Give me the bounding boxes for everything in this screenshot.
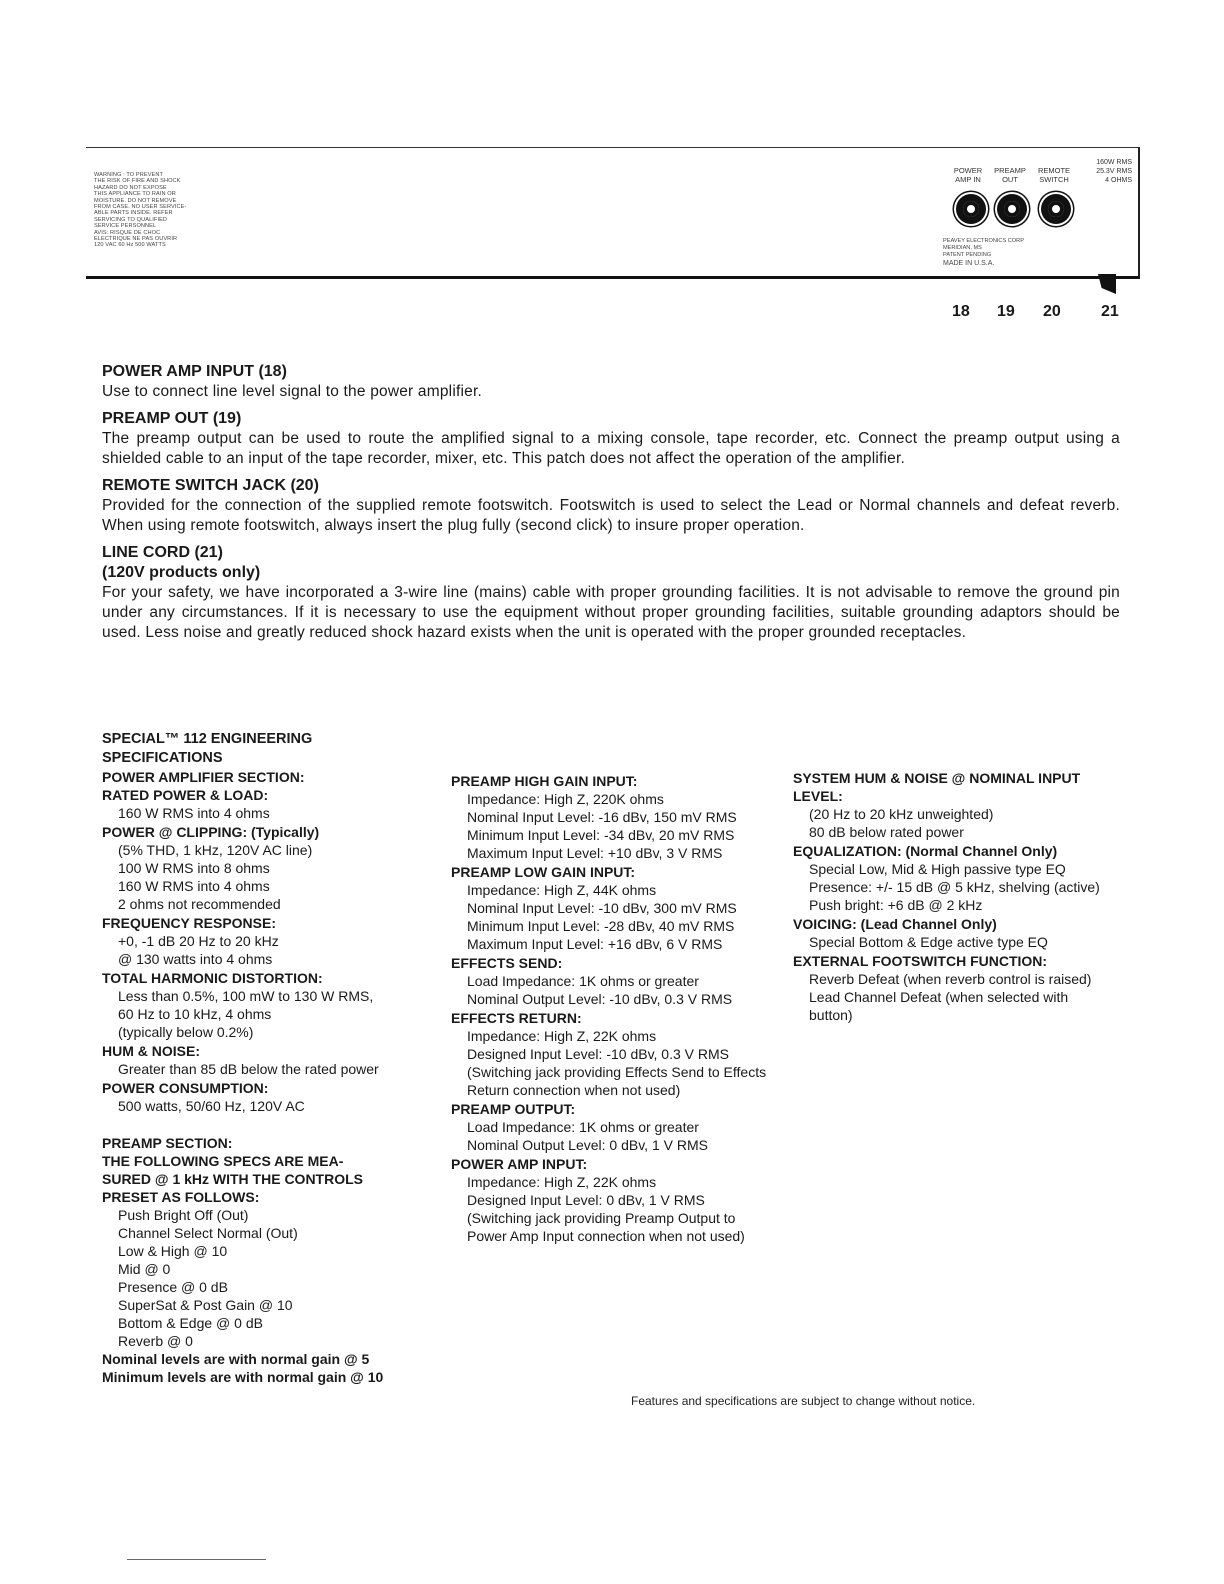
- jack-descriptions: [102, 362, 1120, 650]
- spec-group: POWER AMP INPUT: Impedance: High Z, 22K ohms Designed Input Level: 0 dBv, 1 V RMS (Switching jack providing Preamp Output to Power Amp Input connection when not used): [451, 1156, 745, 1244]
- preamp-section-heading: PREAMP SECTION:: [102, 1135, 233, 1151]
- section-heading: LINE CORD (21): [102, 544, 223, 561]
- change-notice: Features and specifications are subject to change without notice.: [631, 1394, 976, 1408]
- preset-item: Mid @ 0: [118, 1261, 171, 1277]
- remote-switch-label: REMOTE SWITCH: [1037, 166, 1071, 184]
- spec-group: POWER @ CLIPPING: (Typically) (5% THD, 1 kHz, 120V AC line) 100 W RMS into 8 ohms 160 W RMS into 4 ohms 2 ohms not recommended: [102, 824, 320, 912]
- spec-group: VOICING: (Lead Channel Only) Special Bottom & Edge active type EQ: [793, 916, 1048, 950]
- section-text: For your safety, we have incorporated a 3-wire line (mains) cable with proper grounding facilities. It is not advisable to remove the ground pin under any circumstances. If it is necessary to use the equipment without proper grounding facilities, suitable grounding adaptors should be used. Less noise and greatly reduced shock hazard exists when the unit is operated with the proper grounded receptacles.: [102, 584, 1120, 641]
- callout-18: 18: [952, 303, 970, 320]
- specs-column-1: [102, 730, 432, 1386]
- preset-item: Bottom & Edge @ 0 dB: [118, 1315, 263, 1331]
- spec-group: FREQUENCY RESPONSE: +0, -1 dB 20 Hz to 20 kHz @ 130 watts into 4 ohms: [102, 915, 279, 967]
- section-text: The preamp output can be used to route the amplified signal to a mixing console, tape recorder, etc. Connect the preamp output using a shielded cable to an input of the tape recorder, mixer, etc. This patch does not affect the operation of the amplifier.: [102, 430, 1120, 467]
- preset-item: Push Bright Off (Out): [118, 1207, 249, 1223]
- manufacturer-label: PEAVEY ELECTRONICS CORP MERIDIAN, MS PATENT PENDING MADE IN U.S.A.: [943, 238, 1024, 267]
- section-heading: REMOTE SWITCH JACK (20): [102, 477, 319, 494]
- spec-group: PREAMP LOW GAIN INPUT: Impedance: High Z, 44K ohms Nominal Input Level: -10 dBv, 300 mV RMS Minimum Input Level: -28 dBv, 40 mV RMS Maximum Input Level: +16 dBv, 6 V RMS: [451, 864, 737, 952]
- preset-item: Low & High @ 10: [118, 1243, 228, 1259]
- specs-column-2: [451, 772, 771, 1246]
- spec-group: EXTERNAL FOOTSWITCH FUNCTION: Reverb Defeat (when reverb control is raised) Lead Channel Defeat (when selected with button): [793, 953, 1092, 1023]
- power-amp-in-jack: [956, 194, 986, 224]
- preset-heading: THE FOLLOWING SPECS ARE MEA-: [102, 1153, 344, 1169]
- specs-column-3: [793, 769, 1115, 1025]
- preset-heading: SURED @ 1 kHz WITH THE CONTROLS: [102, 1171, 363, 1187]
- spec-group: EQUALIZATION: (Normal Channel Only) Special Low, Mid & High passive type EQ Presence: +/- 15 dB @ 5 kHz, shelving (active) Push bright: +6 dB @ 2 kHz: [793, 843, 1100, 913]
- section-heading: PREAMP OUT (19): [102, 410, 242, 427]
- section-text: Use to connect line level signal to the power amplifier.: [102, 383, 482, 400]
- preset-heading: PRESET AS FOLLOWS:: [102, 1189, 260, 1205]
- preset-item: SuperSat & Post Gain @ 10: [118, 1297, 293, 1313]
- preamp-out-label: PREAMP OUT: [994, 166, 1026, 184]
- power-amp-in-label: POWER AMP IN: [953, 166, 983, 184]
- callout-20: 20: [1043, 303, 1061, 320]
- callout-19: 19: [997, 303, 1015, 320]
- spec-group: SYSTEM HUM & NOISE @ NOMINAL INPUT LEVEL: (20 Hz to 20 kHz unweighted) 80 dB below rated power: [793, 770, 1081, 840]
- section-text: Provided for the connection of the supplied remote footswitch. Footswitch is used to select the Lead or Normal channels and defeat reverb. When using remote footswitch, always insert the plug fully (second click) to insure proper operation.: [102, 497, 1120, 534]
- preset-item: Channel Select Normal (Out): [118, 1225, 298, 1241]
- line-cord-icon: [1098, 274, 1116, 294]
- footer-rule: [127, 1559, 266, 1560]
- spec-group: EFFECTS SEND: Load Impedance: 1K ohms or greater Nominal Output Level: -10 dBv, 0.3 V RMS: [451, 955, 733, 1007]
- spec-group: POWER CONSUMPTION: 500 watts, 50/60 Hz, 120V AC: [102, 1080, 305, 1114]
- specs-title: SPECIAL™ 112 ENGINEERING: [102, 731, 313, 747]
- spec-group: PREAMP HIGH GAIN INPUT: Impedance: High Z, 220K ohms Nominal Input Level: -16 dBv, 150 mV RMS Minimum Input Level: -34 dBv, 20 mV RMS Maximum Input Level: +10 dBv, 3 V RMS: [451, 773, 737, 861]
- remote-switch-jack: [1041, 194, 1071, 224]
- minimum-note: Minimum levels are with normal gain @ 10: [102, 1369, 384, 1385]
- spec-group: TOTAL HARMONIC DISTORTION: Less than 0.5%, 100 mW to 130 W RMS, 60 Hz to 10 kHz, 4 ohms (typically below 0.2%): [102, 970, 374, 1040]
- section-heading: POWER AMP INPUT (18): [102, 363, 287, 380]
- preset-item: Reverb @ 0: [118, 1333, 193, 1349]
- power-amp-section-heading: POWER AMPLIFIER SECTION:: [102, 769, 305, 785]
- power-rating-label: 160W RMS 25.3V RMS 4 OHMS: [1096, 159, 1132, 184]
- nominal-note: Nominal levels are with normal gain @ 5: [102, 1351, 370, 1367]
- specs-title: SPECIFICATIONS: [102, 750, 223, 766]
- spec-group: EFFECTS RETURN: Impedance: High Z, 22K ohms Designed Input Level: -10 dBv, 0.3 V RMS (Switching jack providing Effects Send to Effects Return connection when not used): [451, 1010, 767, 1098]
- rear-panel-diagram: [86, 147, 1140, 279]
- section-subheading: (120V products only): [102, 564, 261, 581]
- warning-label: WARNING : TO PREVENT THE RISK OF FIRE AND SHOCK HAZARD DO NOT EXPOSE THIS APPLIANCE TO RAIN OR MOISTURE. DO NOT REMOVE FROM CASE. NO USER SERVICE- ABLE PARTS INSIDE. REFER SERVICING TO QUALIFIED SERVICE PERSONNEL AVIS: RISQUE DE CHOC ELECTRIQUE NE PAS OUVRIR 120 VAC 60 Hz 500 WATTS: [94, 172, 187, 249]
- spec-group: PREAMP OUTPUT: Load Impedance: 1K ohms or greater Nominal Output Level: 0 dBv, 1 V RMS: [451, 1101, 708, 1153]
- spec-group: RATED POWER & LOAD: 160 W RMS into 4 ohms: [102, 787, 270, 821]
- spec-group: HUM & NOISE: Greater than 85 dB below the rated power: [102, 1043, 379, 1077]
- preamp-out-jack: [997, 194, 1027, 224]
- callout-21: 21: [1101, 303, 1119, 320]
- preset-item: Presence @ 0 dB: [118, 1279, 228, 1295]
